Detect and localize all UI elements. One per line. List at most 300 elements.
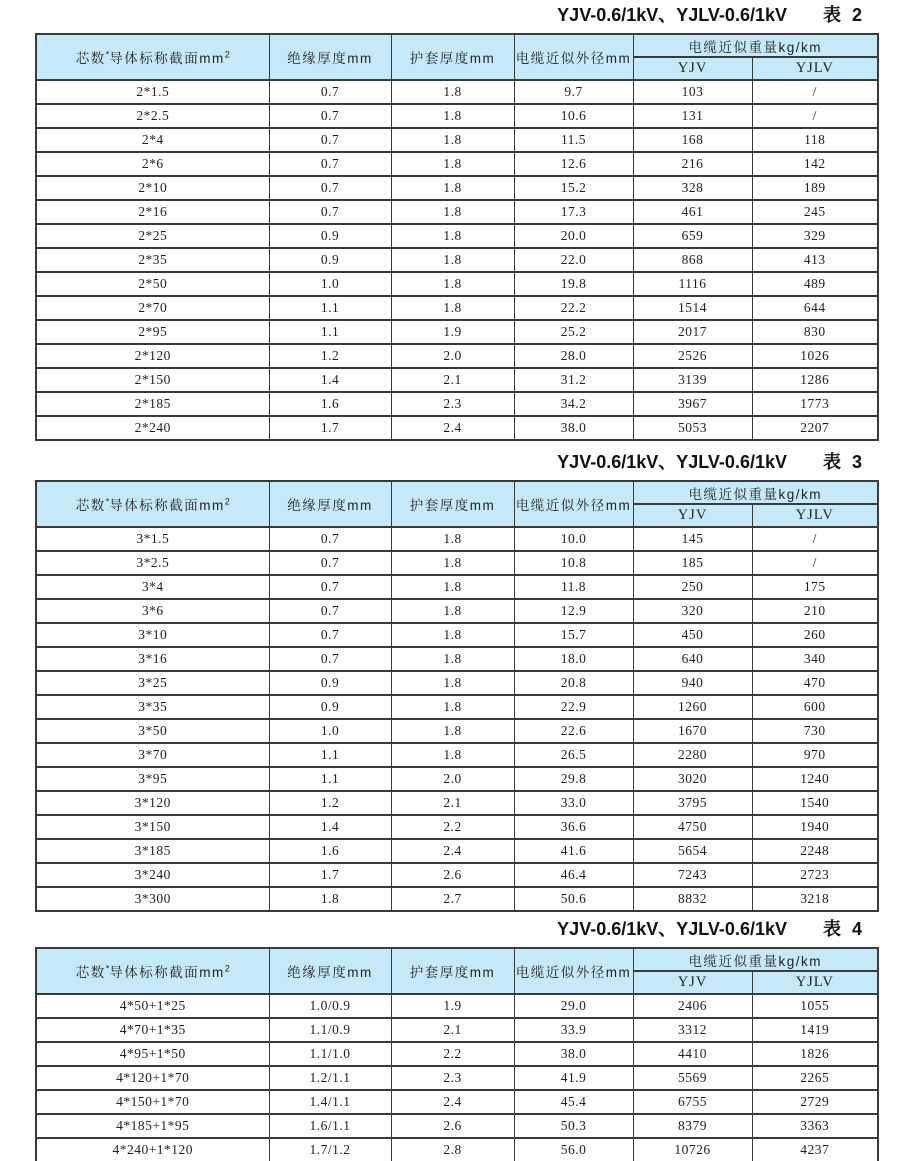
- table-cell: 1.8: [391, 719, 514, 743]
- table-cell: 1260: [633, 695, 752, 719]
- table-cell: /: [752, 551, 878, 575]
- table-cell: 4*150+1*70: [36, 1090, 269, 1114]
- header-core-sup-2: 2: [224, 963, 230, 974]
- header-yjv: YJV: [633, 57, 752, 80]
- table-cell: 4410: [633, 1042, 752, 1066]
- table-cell: 45.4: [514, 1090, 633, 1114]
- header-core-sup-2: 2: [224, 496, 230, 507]
- table-row: [36, 647, 878, 671]
- table-cell: 3795: [633, 791, 752, 815]
- table-cell: 20.8: [514, 671, 633, 695]
- table-cell: 1.8: [391, 224, 514, 248]
- table-cell: 15.2: [514, 176, 633, 200]
- table-cell: 1.8: [391, 176, 514, 200]
- table-cell: 2.0: [391, 344, 514, 368]
- table-cell: 2406: [633, 994, 752, 1018]
- table-cell: 260: [752, 623, 878, 647]
- table-cell: 10726: [633, 1138, 752, 1161]
- table-cell: 3*240: [36, 863, 269, 887]
- header-yjlv: YJLV: [752, 971, 878, 994]
- table-row: [36, 623, 878, 647]
- table-cell: 1.8: [269, 887, 391, 911]
- table-cell: 10.8: [514, 551, 633, 575]
- table-cell: 1.6: [269, 839, 391, 863]
- table-cell: 0.9: [269, 695, 391, 719]
- header-core-unit: 导体标称截面mm: [109, 51, 225, 66]
- table-cell: 2*70: [36, 296, 269, 320]
- table-cell: 1.1/0.9: [269, 1018, 391, 1042]
- table-cell: 2*50: [36, 272, 269, 296]
- table-cell: 3*35: [36, 695, 269, 719]
- table-cell: 1.4: [269, 368, 391, 392]
- table-row: [36, 791, 878, 815]
- table-cell: 189: [752, 176, 878, 200]
- table-row: [36, 224, 878, 248]
- table-cell: 1773: [752, 392, 878, 416]
- table-cell: 103: [633, 80, 752, 104]
- table-cell: 0.7: [269, 152, 391, 176]
- table-cell: 1.0: [269, 719, 391, 743]
- table-cell: 450: [633, 623, 752, 647]
- header-outer-diameter: 电缆近似外径mm: [514, 948, 633, 994]
- table-cell: 2*25: [36, 224, 269, 248]
- table-cell: 3312: [633, 1018, 752, 1042]
- table-cell: 2280: [633, 743, 752, 767]
- table-cell: 1670: [633, 719, 752, 743]
- table-4-title: [35, 918, 877, 940]
- table-cell: 22.2: [514, 296, 633, 320]
- table-cell: 3139: [633, 368, 752, 392]
- table-cell: 19.8: [514, 272, 633, 296]
- header-outer-diameter: 电缆近似外径mm: [514, 481, 633, 527]
- table-cell: 1.8: [391, 743, 514, 767]
- table-cell: /: [752, 80, 878, 104]
- table-cell: 3*300: [36, 887, 269, 911]
- table-cell: 0.7: [269, 647, 391, 671]
- table-cell: 2.1: [391, 368, 514, 392]
- table-cell: 0.7: [269, 104, 391, 128]
- table-cell: 1.4/1.1: [269, 1090, 391, 1114]
- table-cell: 1.7/1.2: [269, 1138, 391, 1161]
- table-row: [36, 575, 878, 599]
- header-yjv: YJV: [633, 971, 752, 994]
- table-cell: /: [752, 527, 878, 551]
- table-row: [36, 392, 878, 416]
- table-cell: 2526: [633, 344, 752, 368]
- table-cell: 216: [633, 152, 752, 176]
- table-row: [36, 128, 878, 152]
- table-row: [36, 80, 878, 104]
- table-row: [36, 671, 878, 695]
- table-row: [36, 152, 878, 176]
- table-cell: 2*150: [36, 368, 269, 392]
- cable-spec-table-2: [35, 33, 879, 441]
- table-cell: 1.8: [391, 575, 514, 599]
- table-cell: 38.0: [514, 416, 633, 440]
- table-cell: 46.4: [514, 863, 633, 887]
- table-cell: 640: [633, 647, 752, 671]
- table-row: [36, 1138, 878, 1161]
- table-cell: 2265: [752, 1066, 878, 1090]
- table-row: [36, 1018, 878, 1042]
- table-cell: 600: [752, 695, 878, 719]
- table-cell: 413: [752, 248, 878, 272]
- table-cell: 2*1.5: [36, 80, 269, 104]
- table-cell: 1116: [633, 272, 752, 296]
- table-cell: 0.7: [269, 80, 391, 104]
- table-cell: 0.7: [269, 623, 391, 647]
- table-cell: 131: [633, 104, 752, 128]
- table-cell: 470: [752, 671, 878, 695]
- header-yjv: YJV: [633, 504, 752, 527]
- cable-spec-table-4: [35, 947, 879, 1161]
- table-cell: 1.6/1.1: [269, 1114, 391, 1138]
- table-cell: 1.8: [391, 272, 514, 296]
- table-cell: 1.6: [269, 392, 391, 416]
- header-sheath-thickness: 护套厚度mm: [391, 948, 514, 994]
- table-cell: 18.0: [514, 647, 633, 671]
- table-cell: 36.6: [514, 815, 633, 839]
- table-cell: 659: [633, 224, 752, 248]
- table-cell: 1.1: [269, 767, 391, 791]
- table-cell: 245: [752, 200, 878, 224]
- table-4-section: [35, 918, 877, 1161]
- table-cell: 2*120: [36, 344, 269, 368]
- table-cell: 1.1/1.0: [269, 1042, 391, 1066]
- table-cell: 33.9: [514, 1018, 633, 1042]
- table-cell: 20.0: [514, 224, 633, 248]
- table-row: [36, 104, 878, 128]
- table-row: [36, 767, 878, 791]
- table-cell: 3*70: [36, 743, 269, 767]
- table-2-section: [35, 4, 877, 441]
- table-cell: 2*95: [36, 320, 269, 344]
- table-cell: 1.0: [269, 272, 391, 296]
- table-cell: 2.4: [391, 416, 514, 440]
- table-row: [36, 176, 878, 200]
- table-cell: 4*70+1*35: [36, 1018, 269, 1042]
- header-weight-group: 电缆近似重量kg/km: [633, 34, 878, 57]
- table-cell: 3218: [752, 887, 878, 911]
- header-insulation-thickness: 绝缘厚度mm: [269, 948, 391, 994]
- table-cell: 2.6: [391, 863, 514, 887]
- table-cell: 3967: [633, 392, 752, 416]
- table-cell: 29.8: [514, 767, 633, 791]
- table-cell: 1.7: [269, 863, 391, 887]
- table-cell: 10.6: [514, 104, 633, 128]
- header-row-1: [36, 34, 878, 57]
- table-cell: 0.7: [269, 176, 391, 200]
- table-cell: 5053: [633, 416, 752, 440]
- table-row: [36, 863, 878, 887]
- table-cell: 3*4: [36, 575, 269, 599]
- table-cell: 2207: [752, 416, 878, 440]
- table-cell: 4*240+1*120: [36, 1138, 269, 1161]
- table-cell: 2.3: [391, 392, 514, 416]
- table-row: [36, 551, 878, 575]
- table-cell: 644: [752, 296, 878, 320]
- table-cell: 1.1: [269, 320, 391, 344]
- table-cell: 31.2: [514, 368, 633, 392]
- table-cell: 29.0: [514, 994, 633, 1018]
- table-cell: 0.9: [269, 248, 391, 272]
- table-cell: 50.6: [514, 887, 633, 911]
- table-cell: 1026: [752, 344, 878, 368]
- table-cell: 868: [633, 248, 752, 272]
- table-cell: 118: [752, 128, 878, 152]
- table-cell: 970: [752, 743, 878, 767]
- table-cell: 28.0: [514, 344, 633, 368]
- table-cell: 4*185+1*95: [36, 1114, 269, 1138]
- table-cell: 145: [633, 527, 752, 551]
- table-cell: 6755: [633, 1090, 752, 1114]
- table-cell: 34.2: [514, 392, 633, 416]
- table-cell: 2.2: [391, 815, 514, 839]
- table-cell: 320: [633, 599, 752, 623]
- table-cell: 2.6: [391, 1114, 514, 1138]
- table-cell: 1.8: [391, 80, 514, 104]
- table-cell: 2*185: [36, 392, 269, 416]
- header-row-1: [36, 948, 878, 971]
- table-cell: 1.8: [391, 200, 514, 224]
- header-core-sup-star: *: [105, 963, 110, 974]
- table-4-title-text: YJV-0.6/1kV、YJLV-0.6/1kV: [557, 919, 787, 939]
- table-cell: 2.1: [391, 791, 514, 815]
- table-cell: 0.9: [269, 224, 391, 248]
- table-cell: 4*120+1*70: [36, 1066, 269, 1090]
- table-cell: 830: [752, 320, 878, 344]
- table-cell: 12.9: [514, 599, 633, 623]
- table-cell: 250: [633, 575, 752, 599]
- table-cell: 3*6: [36, 599, 269, 623]
- header-core-text: 芯数: [75, 498, 106, 513]
- header-core-sup-2: 2: [224, 49, 230, 60]
- table-row: [36, 416, 878, 440]
- table-cell: 38.0: [514, 1042, 633, 1066]
- table-cell: 461: [633, 200, 752, 224]
- table-row: [36, 839, 878, 863]
- header-sheath-thickness: 护套厚度mm: [391, 481, 514, 527]
- table-row: [36, 994, 878, 1018]
- table-cell: 41.9: [514, 1066, 633, 1090]
- table-cell: 2*10: [36, 176, 269, 200]
- table-row: [36, 743, 878, 767]
- table-cell: 1.0/0.9: [269, 994, 391, 1018]
- table-row: [36, 1042, 878, 1066]
- header-weight-group: 电缆近似重量kg/km: [633, 948, 878, 971]
- table-cell: 33.0: [514, 791, 633, 815]
- table-cell: 22.6: [514, 719, 633, 743]
- table-cell: 1286: [752, 368, 878, 392]
- table-cell: 8379: [633, 1114, 752, 1138]
- table-3-section: [35, 451, 877, 912]
- table-cell: 1.9: [391, 320, 514, 344]
- header-row-1: [36, 481, 878, 504]
- table-cell: 0.9: [269, 671, 391, 695]
- table-cell: 1514: [633, 296, 752, 320]
- table-row: [36, 815, 878, 839]
- table-cell: 4*95+1*50: [36, 1042, 269, 1066]
- table-cell: 1.1: [269, 743, 391, 767]
- table-cell: 25.2: [514, 320, 633, 344]
- table-cell: 2*2.5: [36, 104, 269, 128]
- table-3-number-label: 表 3: [822, 452, 865, 472]
- cable-spec-table-3: [35, 480, 879, 912]
- table-2-number-label: 表 2: [822, 5, 865, 25]
- table-row: [36, 344, 878, 368]
- table-cell: 2.1: [391, 1018, 514, 1042]
- table-cell: 2.0: [391, 767, 514, 791]
- table-row: [36, 1066, 878, 1090]
- table-cell: 1.4: [269, 815, 391, 839]
- table-cell: 12.6: [514, 152, 633, 176]
- table-cell: 22.9: [514, 695, 633, 719]
- table-cell: 2017: [633, 320, 752, 344]
- table-cell: 3*50: [36, 719, 269, 743]
- table-cell: 1240: [752, 767, 878, 791]
- table-cell: 340: [752, 647, 878, 671]
- table-cell: 2.7: [391, 887, 514, 911]
- table-cell: 2*16: [36, 200, 269, 224]
- header-core-unit: 导体标称截面mm: [109, 965, 225, 980]
- header-core-sup-star: *: [105, 496, 110, 507]
- table-row: [36, 296, 878, 320]
- header-core-text: 芯数: [75, 51, 106, 66]
- table-cell: 1.8: [391, 647, 514, 671]
- table-cell: 3020: [633, 767, 752, 791]
- table-cell: /: [752, 104, 878, 128]
- table-cell: 9.7: [514, 80, 633, 104]
- table-cell: 41.6: [514, 839, 633, 863]
- table-row: [36, 887, 878, 911]
- table-cell: 730: [752, 719, 878, 743]
- table-row: [36, 1090, 878, 1114]
- table-cell: 1419: [752, 1018, 878, 1042]
- table-cell: 1.8: [391, 671, 514, 695]
- table-cell: 22.0: [514, 248, 633, 272]
- header-weight-group: 电缆近似重量kg/km: [633, 481, 878, 504]
- table-row: [36, 248, 878, 272]
- table-cell: 11.5: [514, 128, 633, 152]
- table-cell: 2*35: [36, 248, 269, 272]
- table-cell: 2248: [752, 839, 878, 863]
- header-core-sup-star: *: [105, 49, 110, 60]
- table-row: [36, 719, 878, 743]
- table-cell: 1.8: [391, 551, 514, 575]
- table-cell: 2.8: [391, 1138, 514, 1161]
- table-cell: 3*150: [36, 815, 269, 839]
- table-cell: 489: [752, 272, 878, 296]
- table-cell: 2729: [752, 1090, 878, 1114]
- table-cell: 3*25: [36, 671, 269, 695]
- table-row: [36, 527, 878, 551]
- table-cell: 2.2: [391, 1042, 514, 1066]
- table-cell: 0.7: [269, 527, 391, 551]
- table-cell: 0.7: [269, 575, 391, 599]
- table-cell: 175: [752, 575, 878, 599]
- table-cell: 1.8: [391, 623, 514, 647]
- header-core-unit: 导体标称截面mm: [109, 498, 225, 513]
- table-2-title: [35, 4, 877, 26]
- table-cell: 11.8: [514, 575, 633, 599]
- table-cell: 142: [752, 152, 878, 176]
- table-row: [36, 368, 878, 392]
- table-cell: 2*6: [36, 152, 269, 176]
- header-insulation-thickness: 绝缘厚度mm: [269, 34, 391, 80]
- table-cell: 2*240: [36, 416, 269, 440]
- table-cell: 1826: [752, 1042, 878, 1066]
- table-cell: 210: [752, 599, 878, 623]
- table-cell: 329: [752, 224, 878, 248]
- table-cell: 26.5: [514, 743, 633, 767]
- table-cell: 4*50+1*25: [36, 994, 269, 1018]
- table-cell: 3*16: [36, 647, 269, 671]
- table-cell: 1.8: [391, 527, 514, 551]
- table-cell: 8832: [633, 887, 752, 911]
- table-cell: 5569: [633, 1066, 752, 1090]
- table-cell: 1.9: [391, 994, 514, 1018]
- table-cell: 185: [633, 551, 752, 575]
- header-core-cross-section: [36, 948, 269, 994]
- table-cell: 0.7: [269, 551, 391, 575]
- table-cell: 328: [633, 176, 752, 200]
- table-row: [36, 695, 878, 719]
- header-core-cross-section: [36, 481, 269, 527]
- table-cell: 1.7: [269, 416, 391, 440]
- table-cell: 2.4: [391, 839, 514, 863]
- table-cell: 5654: [633, 839, 752, 863]
- table-cell: 1.2: [269, 791, 391, 815]
- table-cell: 3*120: [36, 791, 269, 815]
- table-cell: 15.7: [514, 623, 633, 647]
- table-cell: 1940: [752, 815, 878, 839]
- table-row: [36, 272, 878, 296]
- table-cell: 1.8: [391, 296, 514, 320]
- table-cell: 2*4: [36, 128, 269, 152]
- table-cell: 0.7: [269, 599, 391, 623]
- table-cell: 10.0: [514, 527, 633, 551]
- table-cell: 17.3: [514, 200, 633, 224]
- table-cell: 3*185: [36, 839, 269, 863]
- table-3-title-text: YJV-0.6/1kV、YJLV-0.6/1kV: [557, 452, 787, 472]
- table-cell: 1.8: [391, 128, 514, 152]
- table-cell: 0.7: [269, 200, 391, 224]
- table-cell: 1.8: [391, 248, 514, 272]
- table-cell: 1.8: [391, 695, 514, 719]
- table-row: [36, 200, 878, 224]
- table-cell: 4750: [633, 815, 752, 839]
- table-3-title: [35, 451, 877, 473]
- header-yjlv: YJLV: [752, 57, 878, 80]
- header-core-cross-section: [36, 34, 269, 80]
- table-cell: 56.0: [514, 1138, 633, 1161]
- table-cell: 0.7: [269, 128, 391, 152]
- table-cell: 1.1: [269, 296, 391, 320]
- table-cell: 3*95: [36, 767, 269, 791]
- header-outer-diameter: 电缆近似外径mm: [514, 34, 633, 80]
- table-cell: 2.3: [391, 1066, 514, 1090]
- table-cell: 1.8: [391, 152, 514, 176]
- header-yjlv: YJLV: [752, 504, 878, 527]
- table-cell: 1.8: [391, 599, 514, 623]
- header-insulation-thickness: 绝缘厚度mm: [269, 481, 391, 527]
- table-cell: 2.4: [391, 1090, 514, 1114]
- table-cell: 50.3: [514, 1114, 633, 1138]
- table-cell: 1.8: [391, 104, 514, 128]
- table-cell: 168: [633, 128, 752, 152]
- table-row: [36, 599, 878, 623]
- table-cell: 3*1.5: [36, 527, 269, 551]
